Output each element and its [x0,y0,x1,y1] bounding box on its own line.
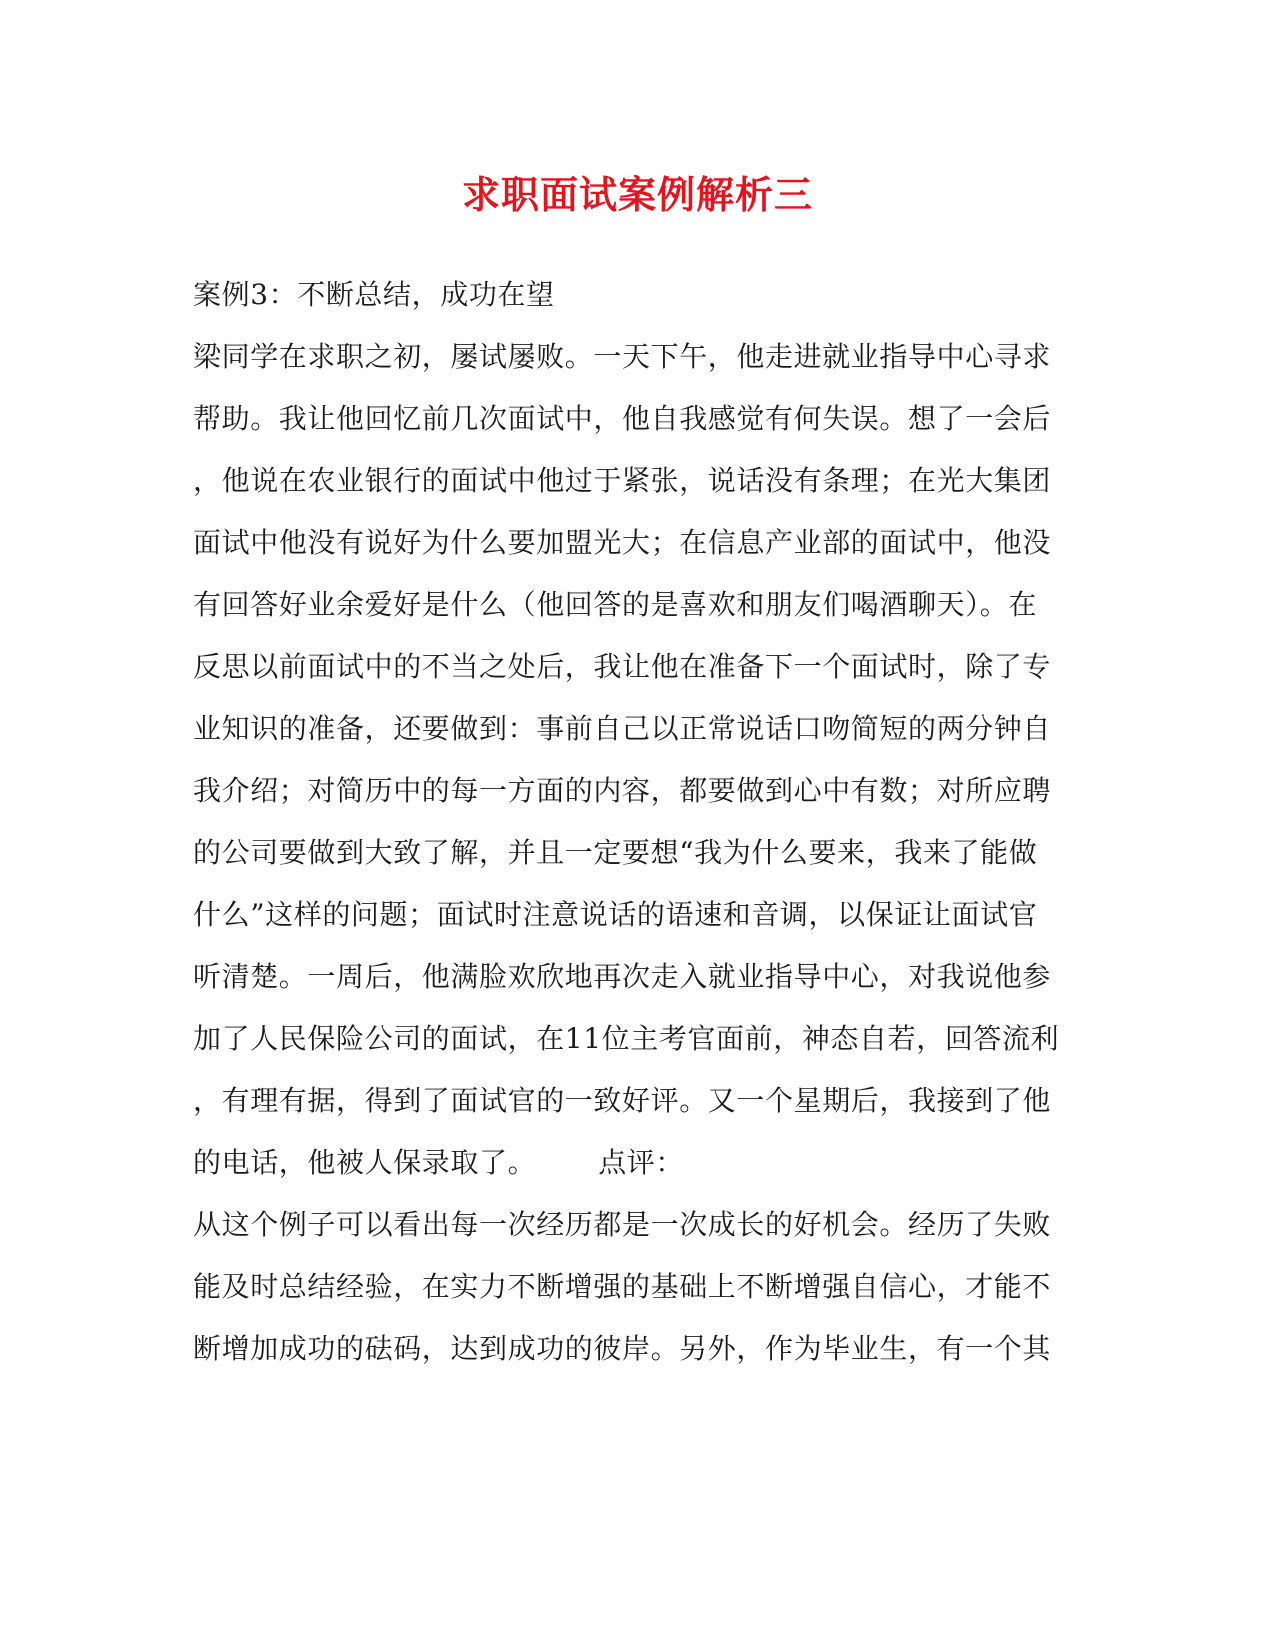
body-line: 的公司要做到大致了解，并且一定要想“我为什么要来，我来了能做 [193,836,1038,869]
body-line: 听清楚。一周后，他满脸欢欣地再次走入就业指导中心，对我说他参 [193,960,1052,993]
body-line: ，他说在农业银行的面试中他过于紧张，说话没有条理；在光大集团 [193,464,1052,497]
comment-line: 断增加成功的砝码，达到成功的彼岸。另外，作为毕业生，有一个其 [193,1332,1052,1365]
case-last-line: 的电话，他被人保录取了。 [193,1146,537,1179]
body-line: 面试中他没有说好为什么要加盟光大；在信息产业部的面试中，他没 [193,526,1052,559]
comment-label: 点评： [598,1146,685,1179]
body-line: 什么”这样的问题；面试时注意说话的语速和音调，以保证让面试官 [193,898,1038,931]
body-line: 梁同学在求职之初，屡试屡败。一天下午，他走进就业指导中心寻求 [193,340,1052,373]
body-line: 有回答好业余爱好是什么（他回答的是喜欢和朋友们喝酒聊天）。在 [193,588,1038,621]
case-heading: 案例3：不断总结，成功在望 [193,278,555,311]
document-title: 求职面试案例解析三 [461,172,813,217]
comment-line: 能及时总结经验，在实力不断增强的基础上不断增强自信心，才能不 [193,1270,1052,1303]
body-line: 业知识的准备，还要做到：事前自己以正常说话口吻简短的两分钟自 [193,712,1052,745]
body-line: 加了人民保险公司的面试，在11位主考官面前，神态自若，回答流利 [193,1022,1060,1055]
body-line: 我介绍；对简历中的每一方面的内容，都要做到心中有数；对所应聘 [193,774,1052,807]
body-line: 帮助。我让他回忆前几次面试中，他自我感觉有何失误。想了一会后 [193,402,1052,435]
comment-line: 从这个例子可以看出每一次经历都是一次成长的好机会。经历了失败 [193,1208,1052,1241]
body-line-last [193,1143,684,1183]
body-line: ，有理有据，得到了面试官的一致好评。又一个星期后，我接到了他 [193,1084,1052,1117]
body-line: 反思以前面试中的不当之处后，我让他在准备下一个面试时，除了专 [193,650,1052,683]
